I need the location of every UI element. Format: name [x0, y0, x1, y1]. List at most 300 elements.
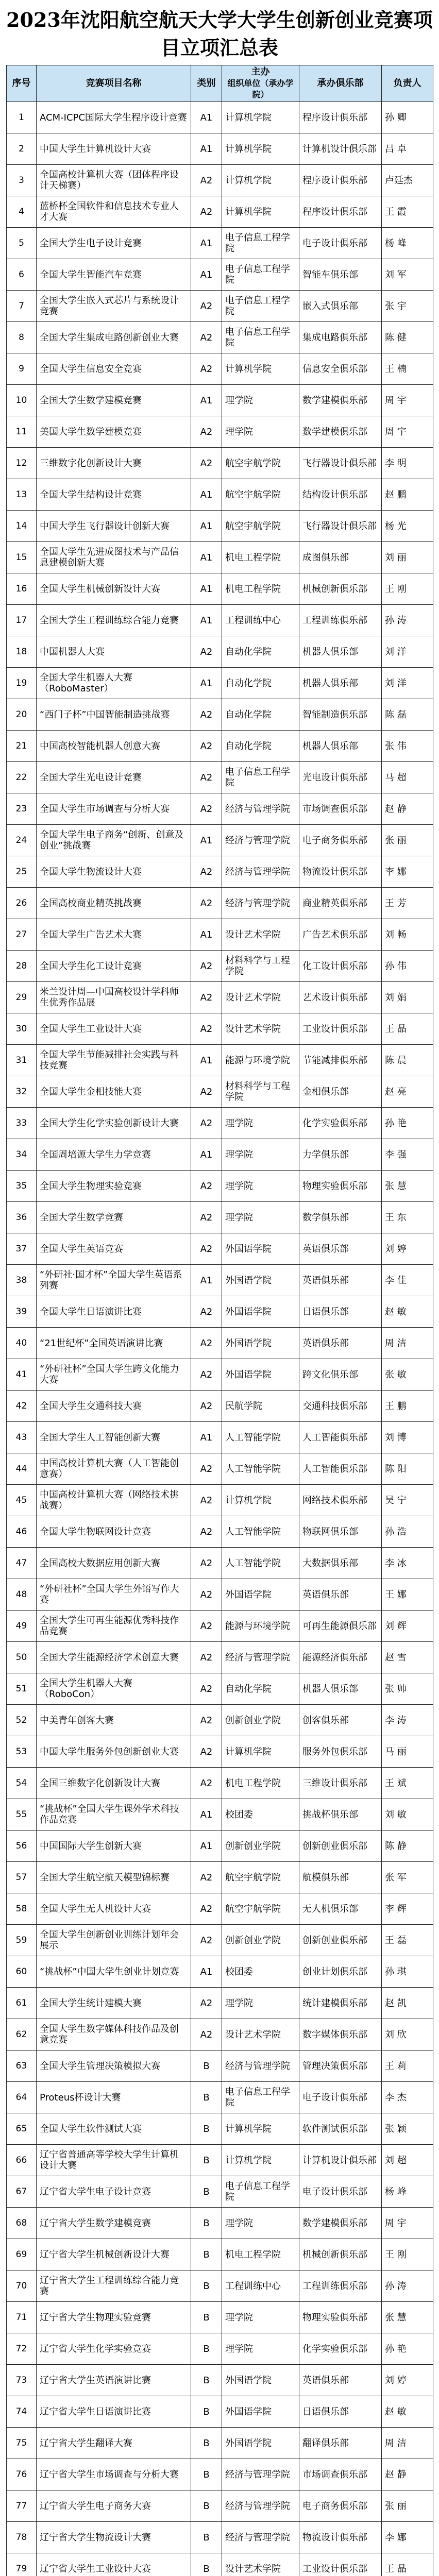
cell-level: A2	[191, 1705, 222, 1736]
cell-level: A2	[191, 1579, 222, 1611]
table-row	[7, 2019, 433, 2050]
cell-lead: 王 晶	[382, 2553, 433, 2576]
cell-unit: 理学院	[222, 1139, 299, 1171]
cell-no: 26	[7, 888, 37, 919]
cell-team: 大数据俱乐部	[299, 1548, 382, 1579]
cell-team: 机器人俱乐部	[299, 731, 382, 762]
cell-lead: 周 洁	[382, 1328, 433, 1359]
cell-lead: 李 冰	[382, 1548, 433, 1579]
cell-lead: 刘 洋	[382, 636, 433, 668]
cell-unit: 人工智能学院	[222, 1453, 299, 1485]
cell-level: A2	[191, 1076, 222, 1108]
table-row	[7, 1453, 433, 1485]
cell-level: B	[191, 2082, 222, 2113]
header-level: 类别	[191, 65, 222, 102]
cell-no: 60	[7, 1956, 37, 1988]
table-row	[7, 2145, 433, 2176]
table-row	[7, 2208, 433, 2239]
cell-level: B	[191, 2333, 222, 2365]
cell-team: 跨文化俱乐部	[299, 1359, 382, 1391]
cell-level: A2	[191, 762, 222, 793]
cell-team: 数字媒体俱乐部	[299, 2019, 382, 2050]
table-row	[7, 1642, 433, 1673]
cell-name: 米兰设计周—中国高校设计学科师生优秀作品展	[37, 982, 191, 1013]
table-row	[7, 2522, 433, 2553]
table-row	[7, 2239, 433, 2270]
cell-no: 32	[7, 1076, 37, 1108]
cell-name: “挑战杯”中国大学生创业计划竞赛	[37, 1956, 191, 1988]
cell-no: 79	[7, 2553, 37, 2576]
table-row	[7, 1831, 433, 1862]
cell-lead: 王 楠	[382, 353, 433, 385]
cell-team: 能源经济俱乐部	[299, 1642, 382, 1673]
cell-team: 无人机俱乐部	[299, 1893, 382, 1925]
cell-level: A1	[191, 668, 222, 699]
cell-no: 8	[7, 322, 37, 353]
cell-name: 辽宁省大学生市场调查与分析大赛	[37, 2459, 191, 2490]
cell-no: 59	[7, 1925, 37, 1956]
cell-lead: 王 刚	[382, 573, 433, 605]
cell-name: 辽宁省大学生数学建模竞赛	[37, 2208, 191, 2239]
cell-team: 智能车俱乐部	[299, 259, 382, 291]
cell-lead: 陈 晨	[382, 1045, 433, 1076]
cell-level: A1	[191, 825, 222, 856]
cell-name: “外研社杯”全国大学生外语写作大赛	[37, 1579, 191, 1611]
cell-lead: 王 芳	[382, 888, 433, 919]
cell-unit: 航空宇航学院	[222, 1862, 299, 1893]
cell-unit: 计算机学院	[222, 102, 299, 133]
cell-name: 全国大学生市场调查与分析大赛	[37, 793, 191, 825]
header-no: 序号	[7, 65, 37, 102]
cell-name: 全国大学生嵌入式芯片与系统设计竞赛	[37, 291, 191, 322]
cell-name: 全国大学生能源经济学术创意大赛	[37, 1642, 191, 1673]
cell-no: 65	[7, 2113, 37, 2145]
cell-lead: 王 磊	[382, 1925, 433, 1956]
table-row	[7, 573, 433, 605]
cell-no: 29	[7, 982, 37, 1013]
table-row	[7, 982, 433, 1013]
cell-level: A2	[191, 1862, 222, 1893]
cell-team: 物流设计俱乐部	[299, 2522, 382, 2553]
cell-no: 54	[7, 1768, 37, 1799]
table-row	[7, 1108, 433, 1139]
cell-level: A2	[191, 1893, 222, 1925]
cell-name: 全国大学生机器人大赛（RoboCon）	[37, 1673, 191, 1705]
cell-unit: 工程训练中心	[222, 605, 299, 636]
cell-level: B	[191, 2270, 222, 2302]
cell-lead: 李 强	[382, 1139, 433, 1171]
cell-level: A1	[191, 102, 222, 133]
cell-team: 结构设计俱乐部	[299, 479, 382, 511]
cell-unit: 人工智能学院	[222, 1548, 299, 1579]
cell-level: A1	[191, 605, 222, 636]
cell-name: 全国大学生集成电路创新创业大赛	[37, 322, 191, 353]
cell-team: 数学建模俱乐部	[299, 416, 382, 448]
cell-level: A2	[191, 353, 222, 385]
cell-unit: 经济与管理学院	[222, 793, 299, 825]
cell-team: 信息安全俱乐部	[299, 353, 382, 385]
cell-level: A2	[191, 888, 222, 919]
cell-lead: 孙 涛	[382, 605, 433, 636]
cell-unit: 设计艺术学院	[222, 1013, 299, 1045]
cell-level: A1	[191, 385, 222, 416]
cell-lead: 李 涛	[382, 1705, 433, 1736]
cell-no: 2	[7, 133, 37, 165]
table-row	[7, 448, 433, 479]
cell-team: 航模俱乐部	[299, 1862, 382, 1893]
table-row	[7, 511, 433, 542]
cell-level: A1	[191, 259, 222, 291]
cell-team: 工程训练俱乐部	[299, 605, 382, 636]
cell-team: 商业精英俱乐部	[299, 888, 382, 919]
cell-unit: 外国语学院	[222, 1265, 299, 1296]
table-row	[7, 1673, 433, 1705]
table-row	[7, 1893, 433, 1925]
cell-no: 17	[7, 605, 37, 636]
cell-name: 辽宁省大学生物理实验竞赛	[37, 2302, 191, 2333]
cell-lead: 孙 卿	[382, 102, 433, 133]
table-row	[7, 2050, 433, 2082]
cell-no: 75	[7, 2428, 37, 2459]
table-row	[7, 2176, 433, 2208]
cell-level: A2	[191, 793, 222, 825]
cell-team: 计算机设计俱乐部	[299, 2145, 382, 2176]
cell-lead: 孙 艳	[382, 2333, 433, 2365]
cell-no: 40	[7, 1328, 37, 1359]
cell-lead: 刘 欣	[382, 2019, 433, 2050]
cell-unit: 人工智能学院	[222, 1516, 299, 1548]
cell-no: 58	[7, 1893, 37, 1925]
cell-lead: 杨 峰	[382, 2176, 433, 2208]
cell-lead: 赵 敏	[382, 1296, 433, 1328]
cell-level: A1	[191, 1139, 222, 1171]
cell-no: 13	[7, 479, 37, 511]
cell-name: 全国大学生数字媒体科技作品及创意竞赛	[37, 2019, 191, 2050]
cell-lead: 刘 婷	[382, 1233, 433, 1265]
cell-level: A1	[191, 133, 222, 165]
cell-lead: 杨 光	[382, 511, 433, 542]
table-row	[7, 385, 433, 416]
cell-level: A1	[191, 542, 222, 573]
cell-no: 71	[7, 2302, 37, 2333]
cell-lead: 陈 磊	[382, 699, 433, 731]
cell-level: A2	[191, 1988, 222, 2019]
table-row	[7, 1391, 433, 1422]
cell-name: ACM-ICPC国际大学生程序设计竞赛	[37, 102, 191, 133]
cell-team: 人工智能俱乐部	[299, 1453, 382, 1485]
table-row	[7, 951, 433, 982]
cell-level: A2	[191, 196, 222, 228]
table-row	[7, 2365, 433, 2396]
cell-team: 计算机设计俱乐部	[299, 133, 382, 165]
cell-name: 三维数字化创新设计大赛	[37, 448, 191, 479]
cell-name: 辽宁省大学生化学实验竞赛	[37, 2333, 191, 2365]
cell-level: A2	[191, 1768, 222, 1799]
cell-team: 网络技术俱乐部	[299, 1485, 382, 1516]
cell-lead: 周 洁	[382, 2428, 433, 2459]
table-row	[7, 291, 433, 322]
table-row	[7, 668, 433, 699]
cell-team: 工业设计俱乐部	[299, 1013, 382, 1045]
table-row	[7, 731, 433, 762]
cell-no: 33	[7, 1108, 37, 1139]
cell-lead: 周 宇	[382, 416, 433, 448]
cell-no: 37	[7, 1233, 37, 1265]
cell-name: 全国大学生工程训练综合能力竞赛	[37, 605, 191, 636]
cell-name: “挑战杯”全国大学生课外学术科技作品竞赛	[37, 1799, 191, 1831]
cell-team: 创业计划俱乐部	[299, 1956, 382, 1988]
cell-level: A2	[191, 731, 222, 762]
cell-unit: 计算机学院	[222, 1736, 299, 1768]
header-name: 竞赛项目名称	[37, 65, 191, 102]
table-row	[7, 353, 433, 385]
cell-unit: 外国语学院	[222, 2428, 299, 2459]
cell-team: 集成电路俱乐部	[299, 322, 382, 353]
cell-level: A2	[191, 1202, 222, 1233]
table-row	[7, 1422, 433, 1453]
cell-unit: 创新创业学院	[222, 1705, 299, 1736]
cell-team: 数学建模俱乐部	[299, 2208, 382, 2239]
cell-team: 交通科技俱乐部	[299, 1391, 382, 1422]
cell-team: 软件测试俱乐部	[299, 2113, 382, 2145]
cell-no: 31	[7, 1045, 37, 1076]
cell-team: 电子设计俱乐部	[299, 2176, 382, 2208]
table-row	[7, 1359, 433, 1391]
cell-lead: 陈 静	[382, 1831, 433, 1862]
cell-unit: 理学院	[222, 1171, 299, 1202]
cell-name: 全国高校大数据应用创新大赛	[37, 1548, 191, 1579]
cell-name: 全国大学生数学竞赛	[37, 1202, 191, 1233]
cell-unit: 计算机学院	[222, 133, 299, 165]
header-unit	[222, 65, 299, 102]
cell-name: 全国大学生信息安全竞赛	[37, 353, 191, 385]
cell-team: 飞行器设计俱乐部	[299, 511, 382, 542]
table-row	[7, 1925, 433, 1956]
cell-no: 56	[7, 1831, 37, 1862]
cell-team: 挑战杯俱乐部	[299, 1799, 382, 1831]
cell-unit: 设计艺术学院	[222, 2019, 299, 2050]
cell-level: A2	[191, 165, 222, 196]
cell-unit: 自动化学院	[222, 699, 299, 731]
cell-lead: 刘 超	[382, 2145, 433, 2176]
cell-team: 工业设计俱乐部	[299, 2553, 382, 2576]
cell-no: 24	[7, 825, 37, 856]
table-row	[7, 1988, 433, 2019]
cell-unit: 创新创业学院	[222, 1925, 299, 1956]
cell-lead: 马 超	[382, 762, 433, 793]
cell-level: A1	[191, 1265, 222, 1296]
cell-team: 英语俱乐部	[299, 1328, 382, 1359]
cell-no: 10	[7, 385, 37, 416]
table-row	[7, 259, 433, 291]
cell-lead: 李 娜	[382, 2522, 433, 2553]
cell-unit: 航空宇航学院	[222, 448, 299, 479]
cell-name: 全国周培源大学生力学竞赛	[37, 1139, 191, 1171]
cell-name: 辽宁省大学生英语演讲比赛	[37, 2365, 191, 2396]
cell-lead: 张 伟	[382, 731, 433, 762]
cell-lead: 周 宇	[382, 2208, 433, 2239]
cell-no: 77	[7, 2490, 37, 2522]
cell-name: 全国高校商业精英挑战赛	[37, 888, 191, 919]
cell-unit: 机电工程学院	[222, 1768, 299, 1799]
cell-team: 物联网俱乐部	[299, 1516, 382, 1548]
cell-lead: 刘 畅	[382, 919, 433, 951]
cell-lead: 卢廷杰	[382, 165, 433, 196]
cell-team: 节能减排俱乐部	[299, 1045, 382, 1076]
cell-name: 全国大学生物流设计大赛	[37, 856, 191, 888]
cell-team: 英语俱乐部	[299, 1233, 382, 1265]
cell-unit: 计算机学院	[222, 196, 299, 228]
cell-unit: 自动化学院	[222, 731, 299, 762]
cell-unit: 经济与管理学院	[222, 825, 299, 856]
cell-name: “外研社·国才杯”全国大学生英语系列赛	[37, 1265, 191, 1296]
table-row	[7, 1076, 433, 1108]
cell-unit: 电子信息工程学院	[222, 259, 299, 291]
cell-unit: 外国语学院	[222, 1296, 299, 1328]
cell-unit: 人工智能学院	[222, 1422, 299, 1453]
cell-lead: 刘 洋	[382, 668, 433, 699]
cell-name: “西门子杯”中国智能制造挑战赛	[37, 699, 191, 731]
cell-no: 47	[7, 1548, 37, 1579]
cell-no: 39	[7, 1296, 37, 1328]
cell-unit: 民航学院	[222, 1391, 299, 1422]
cell-name: 中国机器人大赛	[37, 636, 191, 668]
cell-name: 辽宁省普通高等学校大学生计算机设计大赛	[37, 2145, 191, 2176]
table-row	[7, 1516, 433, 1548]
cell-name: 辽宁省大学生日语演讲比赛	[37, 2396, 191, 2428]
cell-lead: 赵 静	[382, 2459, 433, 2490]
cell-no: 9	[7, 353, 37, 385]
competition-table	[6, 65, 433, 2576]
cell-name: 辽宁省大学生机械创新设计大赛	[37, 2239, 191, 2270]
cell-name: 全国大学生人工智能创新大赛	[37, 1422, 191, 1453]
table-body	[7, 102, 433, 2576]
cell-team: 机器人俱乐部	[299, 668, 382, 699]
cell-no: 73	[7, 2365, 37, 2396]
cell-team: 机械创新俱乐部	[299, 2239, 382, 2270]
table-row	[7, 1045, 433, 1076]
cell-no: 28	[7, 951, 37, 982]
cell-lead: 周 宇	[382, 385, 433, 416]
cell-no: 11	[7, 416, 37, 448]
cell-no: 36	[7, 1202, 37, 1233]
cell-name: 全国大学生物联网设计竞赛	[37, 1516, 191, 1548]
cell-name: 全国大学生化工设计竞赛	[37, 951, 191, 982]
cell-no: 45	[7, 1485, 37, 1516]
cell-unit: 计算机学院	[222, 1485, 299, 1516]
cell-name: 全国大学生管理决策模拟大赛	[37, 2050, 191, 2082]
cell-no: 55	[7, 1799, 37, 1831]
cell-team: 飞行器设计俱乐部	[299, 448, 382, 479]
cell-team: 嵌入式俱乐部	[299, 291, 382, 322]
cell-no: 76	[7, 2459, 37, 2490]
table-row	[7, 2270, 433, 2302]
cell-team: 统计建模俱乐部	[299, 1988, 382, 2019]
cell-lead: 孙 琪	[382, 1956, 433, 1988]
cell-unit: 自动化学院	[222, 636, 299, 668]
table-row	[7, 2428, 433, 2459]
cell-name: 全国大学生日语演讲比赛	[37, 1296, 191, 1328]
cell-no: 6	[7, 259, 37, 291]
cell-lead: 张 丽	[382, 825, 433, 856]
cell-level: A2	[191, 1108, 222, 1139]
cell-name: “外研社杯”全国大学生跨文化能力大赛	[37, 1359, 191, 1391]
table-row	[7, 605, 433, 636]
cell-lead: 李 佳	[382, 1265, 433, 1296]
cell-unit: 工程训练中心	[222, 2270, 299, 2302]
cell-unit: 航空宇航学院	[222, 1893, 299, 1925]
cell-lead: 张 丽	[382, 2490, 433, 2522]
table-row	[7, 1265, 433, 1296]
cell-no: 51	[7, 1673, 37, 1705]
cell-unit: 电子信息工程学院	[222, 2176, 299, 2208]
cell-name: 中国高校计算机大赛（人工智能创意赛）	[37, 1453, 191, 1485]
cell-team: 创新创业俱乐部	[299, 1925, 382, 1956]
cell-name: 全国大学生光电设计竞赛	[37, 762, 191, 793]
table-row	[7, 228, 433, 259]
cell-unit: 自动化学院	[222, 668, 299, 699]
cell-level: A1	[191, 228, 222, 259]
cell-lead: 赵 雪	[382, 1642, 433, 1673]
cell-team: 工程训练俱乐部	[299, 2270, 382, 2302]
cell-no: 72	[7, 2333, 37, 2365]
table-row	[7, 636, 433, 668]
cell-level: A2	[191, 699, 222, 731]
cell-lead: 王 莉	[382, 2050, 433, 2082]
cell-name: 全国大学生交通科技大赛	[37, 1391, 191, 1422]
cell-no: 61	[7, 1988, 37, 2019]
cell-level: B	[191, 2176, 222, 2208]
cell-name: 全国大学生物理实验竞赛	[37, 1171, 191, 1202]
cell-team: 翻译俱乐部	[299, 2428, 382, 2459]
cell-level: A2	[191, 2019, 222, 2050]
cell-no: 43	[7, 1422, 37, 1453]
table-row	[7, 2333, 433, 2365]
cell-unit: 材料科学与工程学院	[222, 951, 299, 982]
cell-level: B	[191, 2459, 222, 2490]
table-row	[7, 1296, 433, 1328]
cell-unit: 外国语学院	[222, 1233, 299, 1265]
cell-team: 化学实验俱乐部	[299, 2333, 382, 2365]
table-row	[7, 856, 433, 888]
cell-lead: 李 娜	[382, 856, 433, 888]
cell-unit: 电子信息工程学院	[222, 291, 299, 322]
cell-team: 服务外包俱乐部	[299, 1736, 382, 1768]
cell-team: 三维设计俱乐部	[299, 1768, 382, 1799]
cell-team: 广告艺术俱乐部	[299, 919, 382, 951]
cell-no: 4	[7, 196, 37, 228]
cell-level: A2	[191, 1171, 222, 1202]
table-row	[7, 2113, 433, 2145]
table-row	[7, 888, 433, 919]
cell-team: 机械创新俱乐部	[299, 573, 382, 605]
cell-level: A2	[191, 1485, 222, 1516]
cell-level: A1	[191, 919, 222, 951]
cell-lead: 杨 峰	[382, 228, 433, 259]
table-row	[7, 1799, 433, 1831]
cell-team: 程序设计俱乐部	[299, 102, 382, 133]
cell-lead: 王 娜	[382, 1579, 433, 1611]
cell-unit: 校团委	[222, 1799, 299, 1831]
cell-no: 49	[7, 1611, 37, 1642]
cell-level: A2	[191, 636, 222, 668]
table-row	[7, 1862, 433, 1893]
cell-team: 创新创业俱乐部	[299, 1831, 382, 1862]
cell-team: 电子商务俱乐部	[299, 825, 382, 856]
cell-no: 25	[7, 856, 37, 888]
cell-no: 69	[7, 2239, 37, 2270]
cell-team: 物流设计俱乐部	[299, 856, 382, 888]
